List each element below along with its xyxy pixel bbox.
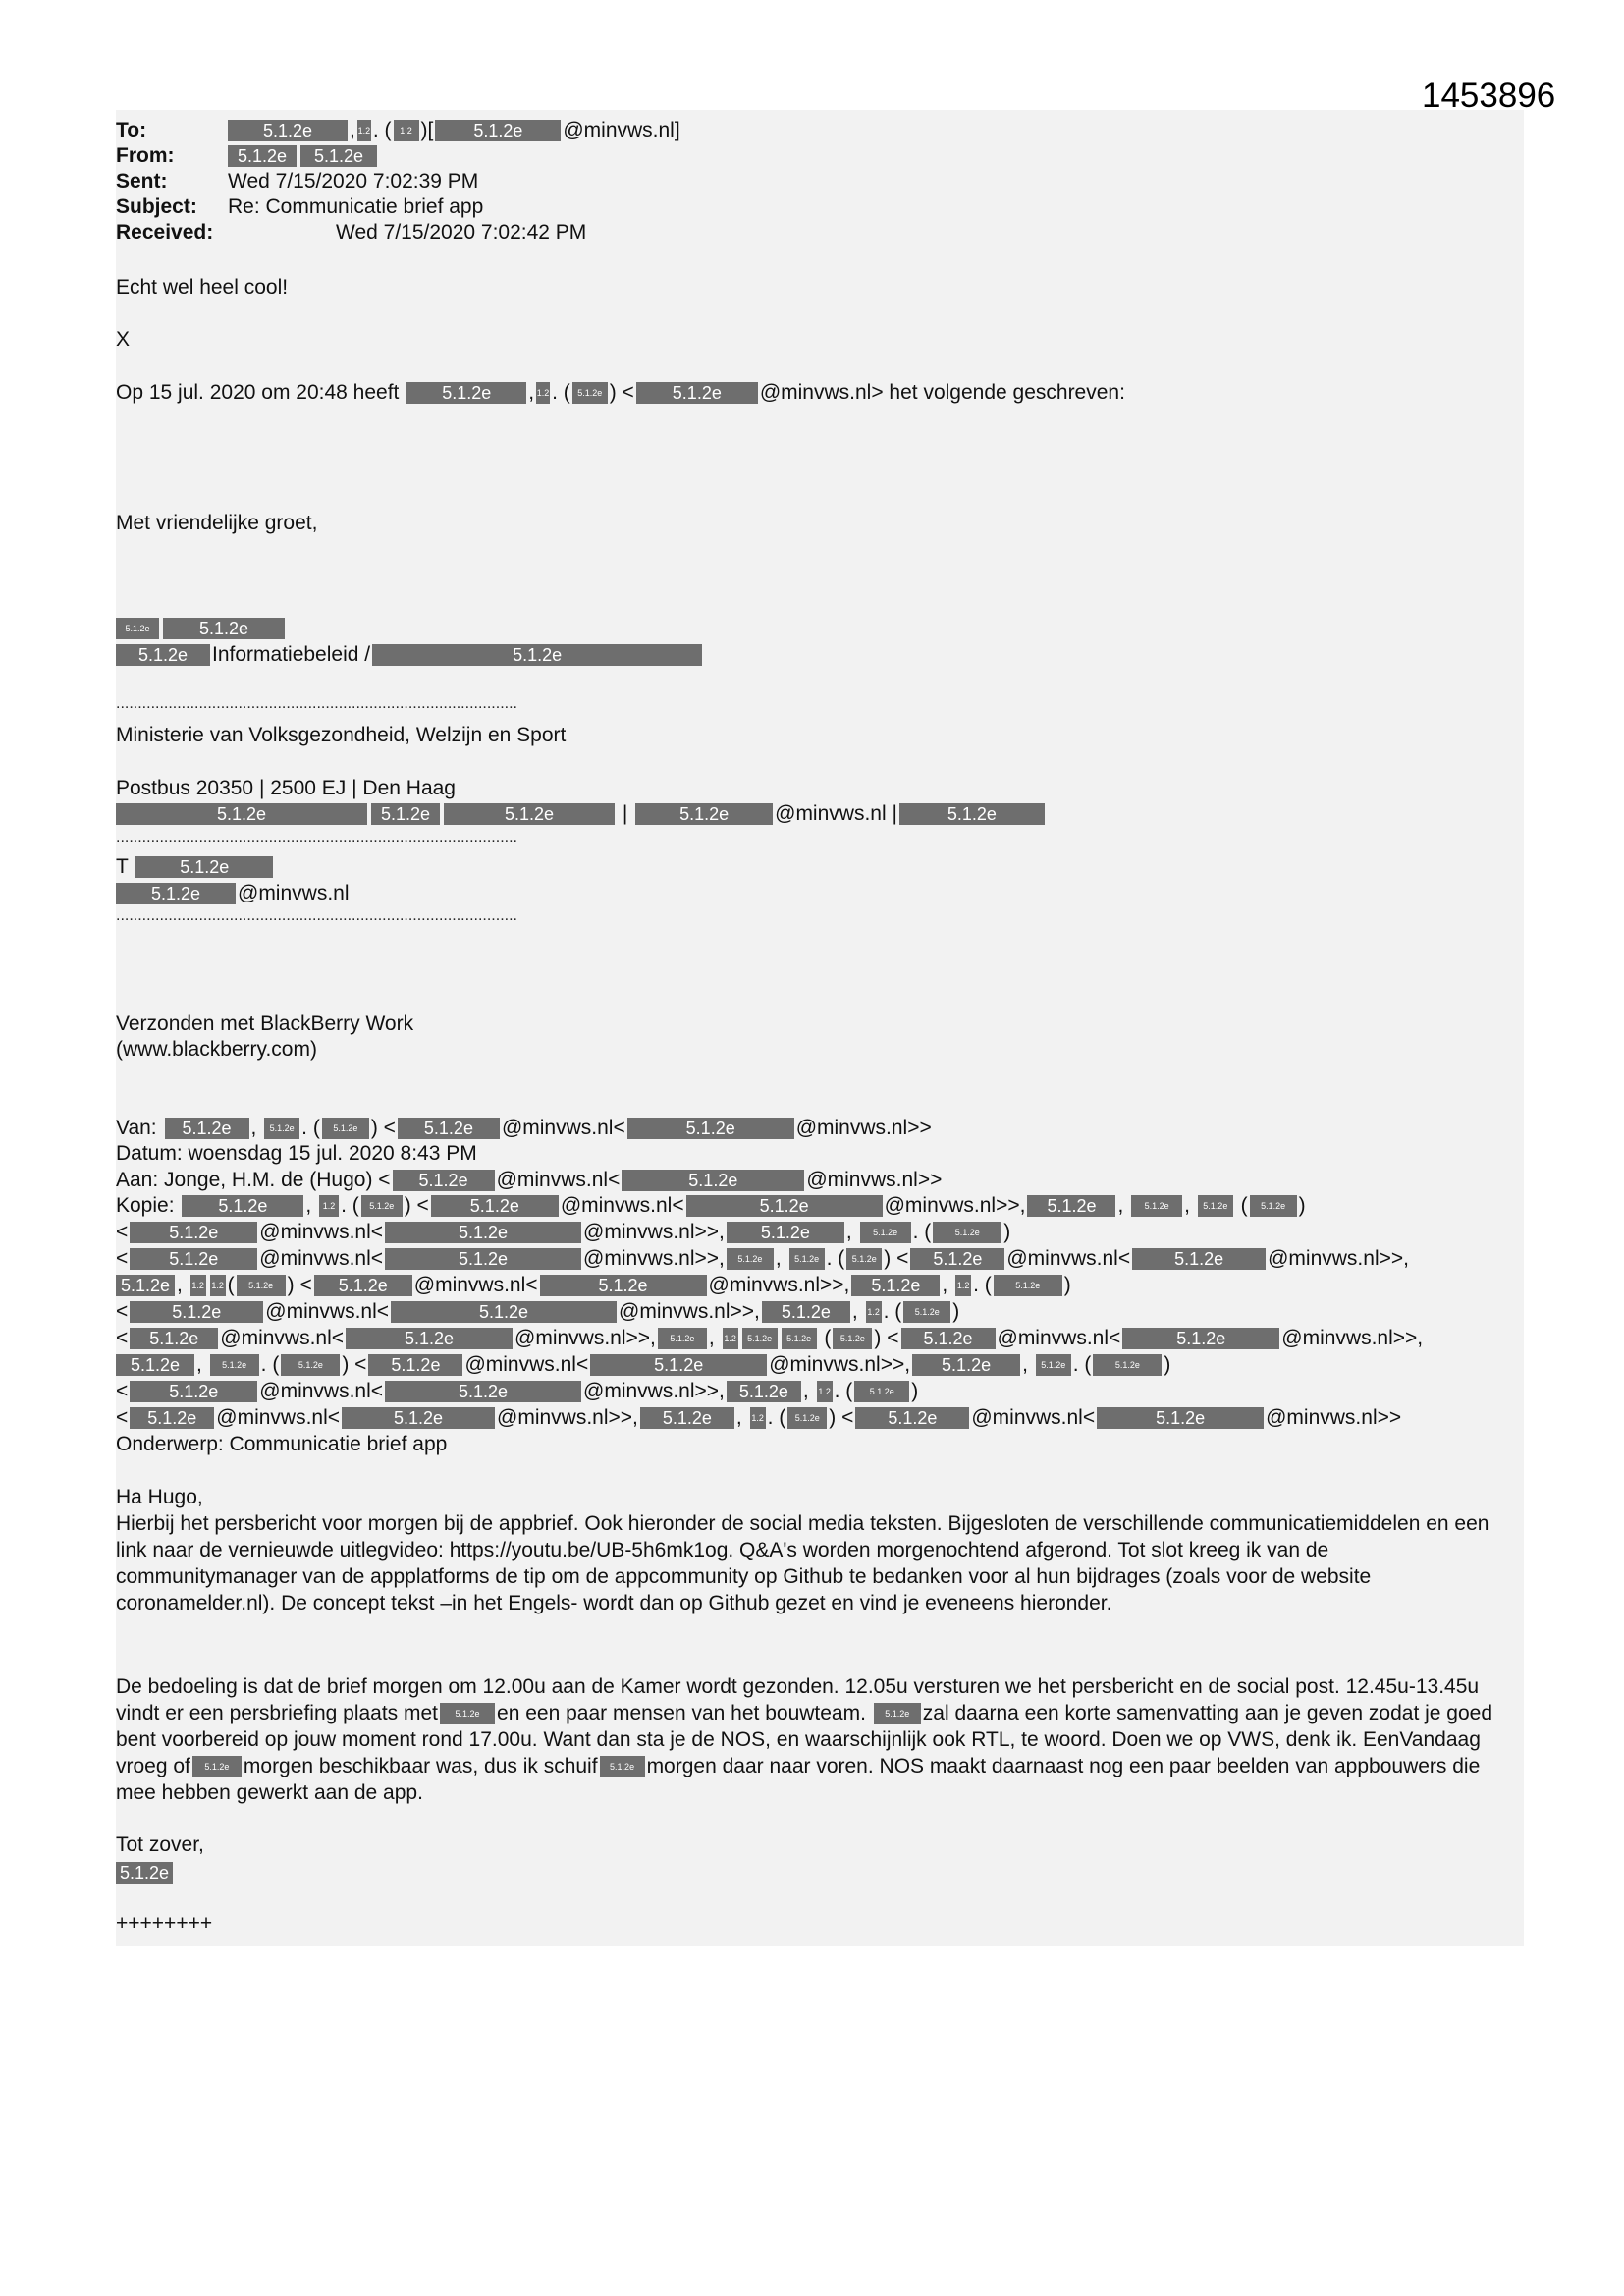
kopie-line-7: 5.1.2e , 5.1.2e . ( 5.1.2e ) < 5.1.2e @minvws.nl< 5.1.2e @minvws.nl>>, 5.1.2e , 5.1.2e . ( 5.1.2e ): [116, 1352, 1170, 1378]
redaction-box: 5.1.2e: [130, 1328, 218, 1349]
redaction-box: 5.1.2e: [116, 644, 210, 666]
redaction-box: 5.1.2e: [636, 382, 758, 404]
redaction-box-small: 5.1.2e: [192, 1756, 242, 1777]
redaction-box: 5.1.2e: [116, 1354, 194, 1376]
to-value: 5.1.2e , 1.2 . ( 1.2 )[ 5.1.2e @minvws.nl]: [226, 118, 680, 143]
from-value: [226, 143, 379, 169]
redaction-box: 5.1.2e: [393, 1170, 495, 1191]
redaction-box: 5.1.2e: [912, 1354, 1020, 1376]
redaction-box: 5.1.2e: [300, 145, 377, 167]
postbus: Postbus 20350 | 2500 EJ | Den Haag: [116, 777, 456, 799]
redaction-box: 5.1.2e: [444, 803, 615, 825]
redaction-box: 5.1.2e: [727, 1381, 801, 1402]
redaction-box-small: 5.1.2e: [933, 1222, 1001, 1243]
redaction-box-small: 1.2: [394, 120, 419, 141]
redaction-box: 5.1.2e: [640, 1407, 734, 1429]
signature-name: [116, 616, 287, 641]
body-paragraph-1: Hierbij het persbericht voor morgen bij de appbrief. Ook hieronder de social media teksten. Bijgesloten de verschillende communicatiemiddelen en een link naar de vernieuwde uitlegvideo: https://youtu.be/UB-5h6mk1og. Q&A's worden morgenochtend afgerond. Tot slot kreeg ik van de communitymanager van de appplatforms de tip om de appcommunity op Github te bedanken voor al hun bijdrages (zoals voor de website coronamelder.nl). De concept tekst –in het Engels- wordt dan op Github gezet en vind je eveneens hieronder.: [116, 1512, 1489, 1614]
redaction-box: 5.1.2e: [314, 1275, 412, 1296]
plus-separator: ++++++++: [116, 1912, 213, 1935]
redaction-box: 5.1.2e: [130, 1301, 263, 1323]
redaction-box: 5.1.2e: [228, 120, 348, 141]
redaction-box: 5.1.2e: [899, 803, 1045, 825]
redaction-box: 5.1.2e: [368, 1354, 462, 1376]
van-line: Van: 5.1.2e , 5.1.2e . ( 5.1.2e ) < 5.1.2e @minvws.nl< 5.1.2e @minvws.nl>>: [116, 1117, 932, 1139]
from-label: From:: [116, 144, 175, 167]
redaction-box: 5.1.2e: [228, 145, 297, 167]
redaction-box: 5.1.2e: [130, 1222, 257, 1243]
redaction-box: 5.1.2e: [130, 1381, 257, 1402]
received-value: Wed 7/15/2020 7:02:42 PM: [336, 221, 587, 244]
redaction-box: 5.1.2e: [590, 1354, 767, 1376]
redaction-box-small: 5.1.2e: [361, 1195, 403, 1217]
redaction-box-small: 5.1.2e: [789, 1248, 825, 1270]
redaction-box: 5.1.2e: [727, 1222, 844, 1243]
redaction-box-small: 1.2: [866, 1301, 882, 1323]
sent-with: Verzonden met BlackBerry Work: [116, 1012, 414, 1035]
dots-separator-1: ............................................................................................: [116, 695, 517, 712]
document-number: 1453896: [1422, 77, 1556, 115]
kopie-line-5: < 5.1.2e @minvws.nl< 5.1.2e @minvws.nl>>, 5.1.2e , 1.2 . ( 5.1.2e ): [116, 1300, 960, 1323]
redaction-box: 5.1.2e: [540, 1275, 707, 1296]
redaction-box-small: 1.2: [210, 1275, 226, 1296]
kopie-line-2: < 5.1.2e @minvws.nl< 5.1.2e @minvws.nl>>, 5.1.2e , 5.1.2e . ( 5.1.2e ): [116, 1221, 1011, 1243]
subject-label: Subject:: [116, 195, 197, 218]
email-line: 5.1.2e @minvws.nl: [116, 881, 350, 906]
body-greeting: Ha Hugo,: [116, 1486, 203, 1508]
redaction-box: 5.1.2e: [622, 1170, 804, 1191]
redaction-box-small: 1.2: [319, 1195, 339, 1217]
redaction-box: 5.1.2e: [385, 1381, 581, 1402]
redaction-box-small: 5.1.2e: [658, 1328, 707, 1349]
redaction-box-small: 5.1.2e: [440, 1703, 495, 1724]
redaction-box-small: 5.1.2e: [237, 1275, 286, 1296]
redaction-box-small: 5.1.2e: [854, 1381, 909, 1402]
kopie-line-1: Kopie: 5.1.2e , 1.2 . ( 5.1.2e ) < 5.1.2e @minvws.nl< 5.1.2e @minvws.nl>>, 5.1.2e , 5.1.2e , 5.1.2e ( 5.1.2e ): [116, 1194, 1306, 1217]
redaction-box-small: 5.1.2e: [281, 1354, 340, 1376]
redaction-box: 5.1.2e: [686, 1195, 883, 1217]
body-paragraph-2: De bedoeling is dat de brief morgen om 12.00u aan de Kamer wordt gezonden. 12.05u versturen we het persbericht en de social post. 12.45u-13.45u vindt er een persbriefing plaats met 5.1.2e en een paar mensen van het bouwteam. 5.1.2e zal daarna een korte samenvatting aan je geven zodat je goed bent voorbereid op jouw moment rond 17.00u. Want dan sta je de NOS, en waarschijnlijk ook RTL, te woord. Doen we op VWS, denk ik. EenVandaag vroeg of 5.1.2e morgen beschikbaar was, dus ik schuif 5.1.2e morgen daar naar voren. NOS maakt daarnaast nog een paar beelden van appbouwers die mee hebben gewerkt aan de app.: [116, 1675, 1493, 1804]
redaction-box: 5.1.2e: [851, 1275, 940, 1296]
redaction-box-small: 1.2: [955, 1275, 971, 1296]
redaction-box: 5.1.2e: [135, 856, 273, 878]
sent-label: Sent:: [116, 170, 168, 192]
redaction-box-small: 5.1.2e: [742, 1328, 778, 1349]
redaction-box-small: 5.1.2e: [1250, 1195, 1297, 1217]
redaction-box: 5.1.2e: [762, 1301, 850, 1323]
onderwerp-line: Onderwerp: Communicatie brief app: [116, 1433, 448, 1455]
redaction-box: 5.1.2e: [346, 1328, 513, 1349]
redaction-box-small: 5.1.2e: [860, 1222, 911, 1243]
to-label: To:: [116, 119, 147, 141]
redaction-box: 5.1.2e: [1097, 1407, 1264, 1429]
redaction-box-small: 5.1.2e: [264, 1118, 299, 1139]
subject-value: Re: Communicatie brief app: [228, 195, 484, 218]
redaction-box: 5.1.2e: [1027, 1195, 1115, 1217]
signature-dept: 5.1.2e Informatiebeleid / 5.1.2e: [116, 642, 704, 668]
kopie-line-3: < 5.1.2e @minvws.nl< 5.1.2e @minvws.nl>>, 5.1.2e , 5.1.2e . ( 5.1.2e ) < 5.1.2e @minvws.nl< 5.1.2e @minvws.nl>>,: [116, 1247, 1409, 1270]
ministry-name: Ministerie van Volksgezondheid, Welzijn en Sport: [116, 724, 567, 746]
redaction-box-small: 5.1.2e: [833, 1328, 872, 1349]
redaction-box: 5.1.2e: [372, 644, 702, 666]
redaction-box-small: 5.1.2e: [787, 1407, 827, 1429]
redaction-box: 5.1.2e: [116, 1275, 175, 1296]
reply-line-1: Echt wel heel cool!: [116, 276, 289, 299]
redaction-box: 5.1.2e: [130, 1248, 257, 1270]
redaction-box: 5.1.2e: [1132, 1248, 1266, 1270]
redaction-box: 5.1.2e: [116, 883, 236, 904]
redaction-box-small: 1.2: [190, 1275, 206, 1296]
kopie-line-9: < 5.1.2e @minvws.nl< 5.1.2e @minvws.nl>>, 5.1.2e , 1.2 . ( 5.1.2e ) < 5.1.2e @minvws.nl< 5.1.2e @minvws.nl>>: [116, 1406, 1402, 1429]
redaction-box: 5.1.2e: [163, 618, 285, 639]
dots-separator-2: ............................................................................................: [116, 829, 517, 846]
redaction-box-small: 5.1.2e: [600, 1756, 645, 1777]
redaction-box: 5.1.2e: [910, 1248, 1004, 1270]
redaction-box-small: 5.1.2e: [1131, 1195, 1182, 1217]
redaction-box: 5.1.2e: [855, 1407, 969, 1429]
redaction-box-small: 5.1.2e: [874, 1703, 921, 1724]
redaction-box: 5.1.2e: [398, 1118, 500, 1139]
redaction-box: 5.1.2e: [391, 1301, 617, 1323]
greeting: Met vriendelijke groet,: [116, 512, 318, 534]
redaction-box: 5.1.2e: [116, 803, 367, 825]
quote-intro: Op 15 jul. 2020 om 20:48 heeft 5.1.2e , 1.2 . ( 5.1.2e ) < 5.1.2e @minvws.nl> het volgende geschreven:: [116, 381, 1125, 404]
redaction-box: 5.1.2e: [130, 1407, 214, 1429]
redaction-box-small: 5.1.2e: [322, 1118, 369, 1139]
redaction-box-small: 1.2: [817, 1381, 833, 1402]
redaction-box-small: 5.1.2e: [903, 1301, 950, 1323]
redaction-box-small: 5.1.2e: [1198, 1195, 1233, 1217]
redaction-box-small: 5.1.2e: [782, 1328, 817, 1349]
redaction-box: 5.1.2e: [406, 382, 526, 404]
redaction-box: 5.1.2e: [635, 803, 773, 825]
redaction-box: 5.1.2e: [1122, 1328, 1279, 1349]
redaction-box-small: 1.2: [357, 120, 371, 141]
redaction-box: 5.1.2e: [627, 1118, 794, 1139]
closing-signature: [116, 1860, 175, 1886]
redaction-box-small: 5.1.2e: [572, 382, 608, 404]
redaction-box-small: 5.1.2e: [846, 1248, 882, 1270]
datum-line: Datum: woensdag 15 jul. 2020 8:43 PM: [116, 1142, 477, 1165]
blackberry-url: (www.blackberry.com): [116, 1038, 317, 1061]
redaction-box-small: 5.1.2e: [727, 1248, 774, 1270]
kopie-line-6: < 5.1.2e @minvws.nl< 5.1.2e @minvws.nl>>, 5.1.2e , 1.2 5.1.2e 5.1.2e ( 5.1.2e ) < 5.1.2e @minvws.nl< 5.1.2e @minvws.nl>>,: [116, 1327, 1424, 1349]
redaction-box: 5.1.2e: [165, 1118, 249, 1139]
redaction-box: 5.1.2e: [385, 1248, 581, 1270]
redaction-box-small: 5.1.2e: [1093, 1354, 1162, 1376]
redaction-box: 5.1.2e: [371, 803, 440, 825]
redaction-box-small: 5.1.2e: [210, 1354, 259, 1376]
redaction-box-small: 5.1.2e: [994, 1275, 1062, 1296]
kopie-line-8: < 5.1.2e @minvws.nl< 5.1.2e @minvws.nl>>, 5.1.2e , 1.2 . ( 5.1.2e ): [116, 1380, 919, 1402]
dots-separator-3: ............................................................................................: [116, 907, 517, 924]
redaction-box-small: 1.2: [536, 382, 550, 404]
redaction-box: 5.1.2e: [385, 1222, 581, 1243]
redaction-box-small: 1.2: [723, 1328, 738, 1349]
kopie-line-4: 5.1.2e , 1.2 1.2 ( 5.1.2e ) < 5.1.2e @minvws.nl< 5.1.2e @minvws.nl>>, 5.1.2e , 1.2 . ( 5.1.2e ): [116, 1273, 1071, 1298]
reply-line-2: X: [116, 328, 131, 351]
redaction-box: 5.1.2e: [435, 120, 561, 141]
phone-line: T 5.1.2e: [116, 854, 275, 880]
redaction-box: 5.1.2e: [901, 1328, 996, 1349]
redaction-box: 5.1.2e: [342, 1407, 495, 1429]
sent-value: Wed 7/15/2020 7:02:39 PM: [228, 170, 479, 192]
received-label: Received:: [116, 221, 214, 244]
redaction-box: 5.1.2e: [182, 1195, 303, 1217]
redaction-box: 5.1.2e: [116, 1862, 173, 1884]
redaction-box-small: 5.1.2e: [116, 618, 159, 639]
aan-line: Aan: Jonge, H.M. de (Hugo) < 5.1.2e @minvws.nl< 5.1.2e @minvws.nl>>: [116, 1169, 943, 1191]
redaction-box: 5.1.2e: [431, 1195, 559, 1217]
address-line: 5.1.2e 5.1.2e 5.1.2e | 5.1.2e @minvws.nl | 5.1.2e: [116, 801, 1047, 827]
closing: Tot zover,: [116, 1833, 204, 1856]
redaction-box-small: 5.1.2e: [1036, 1354, 1071, 1376]
redaction-box-small: 1.2: [750, 1407, 766, 1429]
